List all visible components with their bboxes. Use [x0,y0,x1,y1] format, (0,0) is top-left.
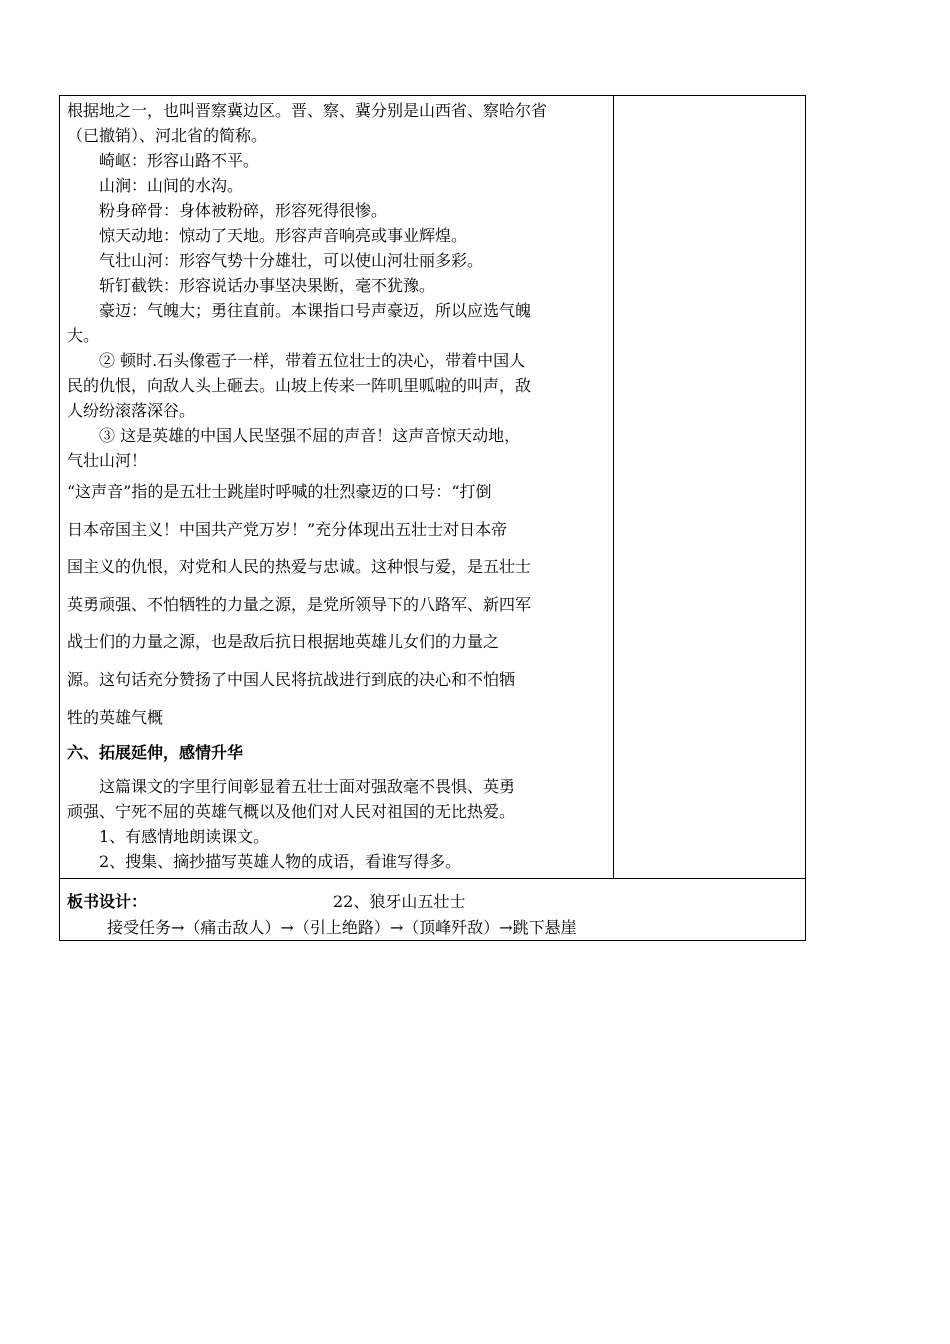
vocab-entry: 斩钉截铁：形容说话办事坚决果断，毫不犹豫。 [99,276,436,295]
vocab-entry: 崎岖：形容山路不平。 [99,151,260,170]
board-topic-title: 22、狼牙山五壮士 [333,892,466,912]
vocab-entry: 气壮山河：形容气势十分雄壮，可以使山河壮丽多彩。 [99,251,484,270]
vocab-entry: 山涧：山间的水沟。 [99,176,244,195]
explanation-line: 战士们的力量之源，也是敌后抗日根据地英雄儿女们的力量之 [67,632,500,652]
extension-line: 这篇课文的字里行间彰显着五壮士面对强敌毫不畏惧、英勇 [99,777,516,797]
activity-item: 2、搜集、摘抄描写英雄人物的成语，看谁写得多。 [99,852,462,872]
vocab-entry: 惊天动地：惊动了天地。形容声音响亮或事业辉煌。 [99,226,468,245]
board-flow-sequence: 接受任务→（痛击敌人）→（引上绝路）→（顶峰歼敌）→跳下悬崖 [107,918,577,938]
text-line: 根据地之一，也叫晋察冀边区。晋、察、冀分别是山西省、察哈尔省 [67,101,548,120]
explanation-line: “这声音”指的是五壮士跳崖时呼喊的壮烈豪迈的口号：“打倒 [67,482,492,501]
text-line: 人纷纷滚落深谷。 [67,401,196,420]
lesson-content-cell [60,96,614,879]
vocab-entry: 粉身碎骨：身体被粉碎，形容死得很惨。 [99,201,388,220]
quote-sentence: ② 顿时.石头像雹子一样，带着五位壮士的决心，带着中国人 [99,351,526,370]
vocab-entry: 豪迈：气魄大；勇往直前。本课指口号声豪迈，所以应选气魄 [99,301,532,320]
activity-item: 1、有感情地朗读课文。 [99,827,270,847]
notes-cell [614,96,806,879]
text-line: 民的仇恨，向敌人头上砸去。山坡上传来一阵叽里呱啦的叫声，敌 [67,376,532,395]
text-line: 气壮山河！ [67,451,148,470]
board-design-label: 板书设计： [67,892,148,912]
explanation-line: 英勇顽强、不怕牺牲的力量之源，是党所领导下的八路军、新四军 [67,594,532,614]
quote-sentence: ③ 这是英雄的中国人民坚强不屈的声音！这声音惊天动地， [99,426,521,445]
extension-line: 顽强、宁死不屈的英雄气概以及他们对人民对祖国的无比热爱。 [67,802,516,822]
text-line: （已撤销）、河北省的简称。 [67,126,268,145]
explanation-line: 源。这句话充分赞扬了中国人民将抗战进行到底的决心和不怕牺 [67,669,516,689]
explanation-line: 牲的英雄气概 [67,707,164,727]
lesson-content-row [60,96,806,879]
explanation-line: 日本帝国主义！中国共产党万岁！”充分体现出五壮士对日本帝 [67,519,508,539]
explanation-line: 国主义的仇恨，对党和人民的热爱与忠诚。这种恨与爱，是五壮士 [67,557,532,577]
board-design-cell [60,879,806,941]
board-design-row [60,879,806,941]
section-heading: 六、拓展延伸，感情升华 [67,743,244,763]
lesson-plan-table [59,95,806,941]
text-line: 大。 [67,326,100,345]
